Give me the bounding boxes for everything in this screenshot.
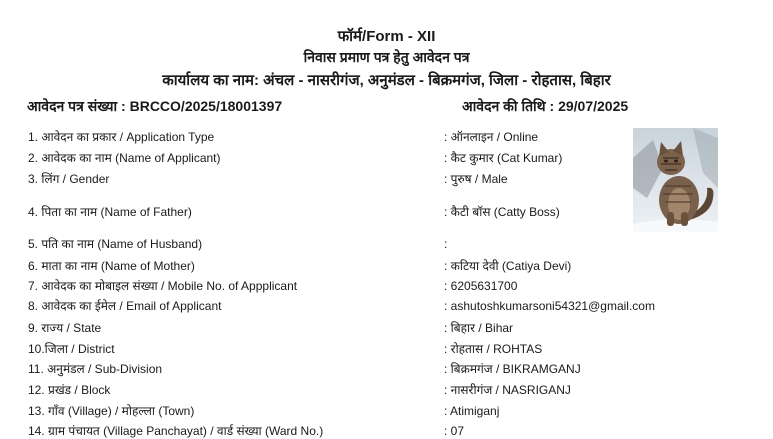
field-value: : कैट कुमार (Cat Kumar) xyxy=(444,151,563,165)
field-value: : पुरुष / Male xyxy=(444,172,508,186)
field-label: 7. आवेदक का मोबाइल संख्या / Mobile No. of Appplicant xyxy=(28,279,298,293)
field-label: 12. प्रखंड / Block xyxy=(28,383,111,397)
form-title: फॉर्म/Form - XII xyxy=(337,28,436,45)
applicant-photo xyxy=(633,128,718,232)
field-value: : रोहतास / ROHTAS xyxy=(444,342,543,356)
field-row-village xyxy=(0,403,773,419)
application-date: आवेदन की तिथि : 29/07/2025 xyxy=(462,98,629,114)
field-label: 10.जिला / District xyxy=(28,342,115,356)
field-value: : कटिया देवी (Catiya Devi) xyxy=(444,259,572,273)
field-row-mother-name xyxy=(0,258,773,274)
application-number: आवेदन पत्र संख्या : BRCCO/2025/18001397 xyxy=(27,98,283,114)
form-subtitle: निवास प्रमाण पत्र हेतु आवेदन पत्र xyxy=(303,49,470,65)
field-label: 14. ग्राम पंचायत (Village Panchayat) / वार्ड संख्या (Ward No.) xyxy=(28,424,324,438)
field-value: : कैटी बॉस (Catty Boss) xyxy=(444,205,560,219)
field-value: : बिक्रमगंज / BIKRAMGANJ xyxy=(444,362,581,376)
field-value: : 6205631700 xyxy=(444,279,518,293)
field-row-state xyxy=(0,320,773,336)
field-value: : ऑनलाइन / Online xyxy=(444,130,539,144)
field-label: 5. पति का नाम (Name of Husband) xyxy=(28,237,203,251)
field-row-email xyxy=(0,298,773,314)
field-value: : ashutoshkumarsoni54321@gmail.com xyxy=(444,299,655,313)
field-label: 13. गाँव (Village) / मोहल्ला (Town) xyxy=(28,404,195,418)
field-value: : बिहार / Bihar xyxy=(444,321,514,335)
field-label: 4. पिता का नाम (Name of Father) xyxy=(28,205,192,219)
field-row-mobile xyxy=(0,278,773,294)
field-value: : xyxy=(444,237,448,251)
field-label: 1. आवेदन का प्रकार / Application Type xyxy=(28,130,215,144)
field-row-husband-name xyxy=(0,236,773,252)
field-row-block xyxy=(0,382,773,398)
field-label: 9. राज्य / State xyxy=(28,321,102,335)
field-label: 2. आवेदक का नाम (Name of Applicant) xyxy=(28,151,221,165)
field-value: : नासरीगंज / NASRIGANJ xyxy=(444,383,571,397)
field-label: 11. अनुमंडल / Sub-Division xyxy=(28,362,163,376)
field-value: : 07 xyxy=(444,424,465,438)
field-value: : Atimiganj xyxy=(444,404,500,418)
field-label: 3. लिंग / Gender xyxy=(28,172,110,186)
field-row-panchayat xyxy=(0,423,773,439)
field-label: 8. आवेदक का ईमेल / Email of Applicant xyxy=(28,299,222,313)
field-row-sub-division xyxy=(0,361,773,377)
cat-photo-icon xyxy=(633,128,718,232)
field-row-district xyxy=(0,341,773,357)
field-label: 6. माता का नाम (Name of Mother) xyxy=(28,259,195,273)
office-name: कार्यालय का नाम: अंचल - नासरीगंज, अनुमंडल - बिक्रमगंज, जिला - रोहतास, बिहार xyxy=(162,72,611,89)
